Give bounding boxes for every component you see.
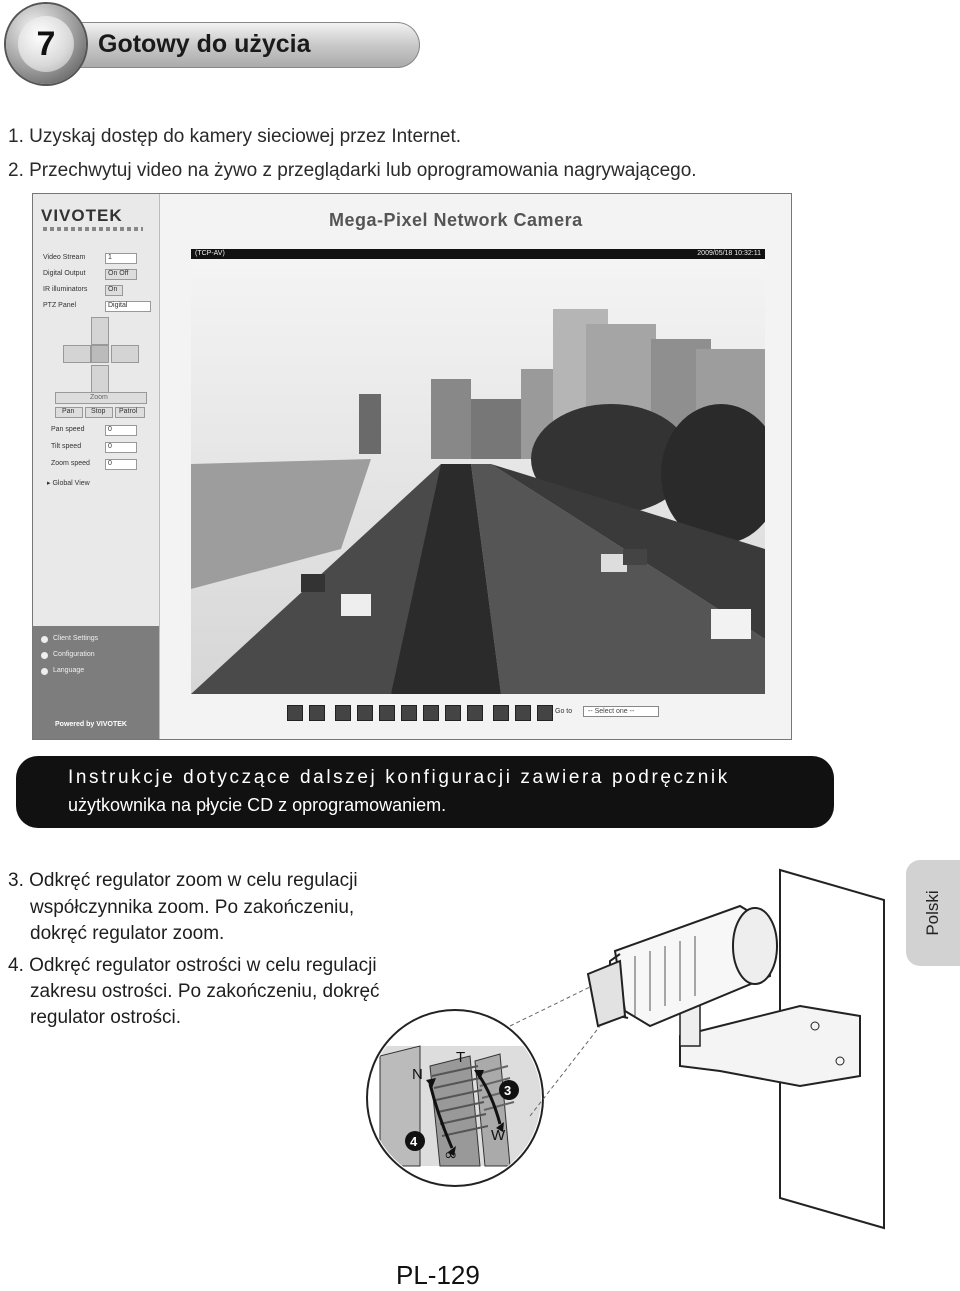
ptz-direction-pad: [63, 317, 137, 391]
language-icon: [41, 668, 48, 675]
pause-button[interactable]: [335, 705, 351, 721]
note-line-2: użytkownika na płycie CD z oprogramowaniem.: [68, 795, 447, 815]
zoom-speed-label: Zoom speed: [51, 460, 90, 467]
configuration-link[interactable]: Configuration: [53, 651, 95, 658]
goto-select[interactable]: -- Select one --: [583, 706, 659, 717]
mic-button[interactable]: [467, 705, 483, 721]
snapshot-button[interactable]: [287, 705, 303, 721]
mute-button[interactable]: [423, 705, 439, 721]
label-infinity: ∞: [444, 1145, 458, 1164]
step-4-line-3: regulator ostrości.: [30, 1007, 182, 1028]
digital-zoom-button[interactable]: [309, 705, 325, 721]
pan-speed-select[interactable]: 0: [105, 425, 137, 436]
step-4-line-1: 4. Odkręć regulator ostrości w celu regulacji: [8, 955, 377, 976]
video-overlay-bar: [191, 249, 765, 259]
ptz-home-button[interactable]: [91, 345, 109, 363]
step-number-badge: [6, 4, 86, 84]
stop-button[interactable]: Stop: [85, 407, 113, 418]
client-settings-icon: [41, 636, 48, 643]
label-tele: T: [456, 1049, 466, 1066]
live-video-view: [191, 249, 765, 694]
download-button[interactable]: [493, 705, 509, 721]
ctrl-ir-label: IR illuminators: [43, 286, 88, 293]
city-highway-scene: [191, 249, 765, 694]
video-toolbar: [287, 705, 727, 721]
tilt-speed-select[interactable]: 0: [105, 442, 137, 453]
instruction-2: 2. Przechwytuj video na żywo z przeglądarki lub oprogramowania nagrywającego.: [8, 160, 697, 181]
ir-toggle[interactable]: On: [105, 285, 123, 296]
stream-protocol-label: (TCP-AV): [195, 250, 225, 257]
step-title: Gotowy do użycia: [98, 30, 311, 58]
ctrl-video-stream-label: Video Stream: [43, 254, 86, 261]
language-tab: [906, 860, 960, 966]
global-view-link[interactable]: ▸ Global View: [47, 480, 90, 487]
talk-button[interactable]: [445, 705, 461, 721]
eptz-button[interactable]: [515, 705, 531, 721]
step-3-line-2: współczynnika zoom. Po zakończeniu,: [30, 897, 355, 918]
zoom-control[interactable]: Zoom: [55, 392, 147, 404]
sidebar-settings-panel: [33, 626, 159, 739]
step-3-line-1: 3. Odkręć regulator zoom w celu regulacji: [8, 870, 358, 891]
label-step-3: 3: [504, 1083, 512, 1098]
label-step-4: 4: [410, 1134, 418, 1149]
note-line-1: Instrukcje dotyczące dalszej konfiguracji zawiera podręcznik: [68, 767, 730, 788]
video-stream-select[interactable]: 1: [105, 253, 137, 264]
step-4-line-2: zakresu ostrości. Po zakończeniu, dokręć: [30, 981, 380, 1002]
digital-output-toggle[interactable]: On Off: [105, 269, 137, 280]
fullscreen-button[interactable]: [537, 705, 553, 721]
video-timestamp: 2009/05/18 10:32:11: [697, 250, 761, 257]
ptz-panel-select[interactable]: Digital: [105, 301, 151, 312]
configuration-icon: [41, 652, 48, 659]
ctrl-ptz-panel-label: PTZ Panel: [43, 302, 77, 309]
language-link[interactable]: Language: [53, 667, 85, 674]
ptz-up-button[interactable]: [91, 317, 109, 345]
pan-speed-label: Pan speed: [51, 426, 85, 433]
zoom-speed-select[interactable]: 0: [105, 459, 137, 470]
vivotek-logo: VIVOTEK: [41, 206, 123, 225]
page-number: PL-129: [396, 1260, 480, 1290]
ptz-down-button[interactable]: [91, 365, 109, 393]
patrol-button[interactable]: Patrol: [115, 407, 145, 418]
step-number: 7: [18, 16, 74, 72]
volume-button[interactable]: [401, 705, 417, 721]
step-3-line-3: dokręć regulator zoom.: [30, 923, 225, 944]
stop-button[interactable]: [357, 705, 373, 721]
webui-title: Mega-Pixel Network Camera: [329, 210, 583, 230]
pan-button[interactable]: Pan: [55, 407, 83, 418]
camera-lens-adjustment-diagram: [360, 866, 890, 1231]
camera-webui-screenshot: [32, 193, 792, 740]
powered-by-label: Powered by VIVOTEK: [55, 721, 127, 728]
note-box: [16, 756, 834, 828]
goto-label: Go to: [555, 708, 573, 715]
label-near: N: [412, 1066, 423, 1083]
ptz-left-button[interactable]: [63, 345, 91, 363]
instruction-1: 1. Uzyskaj dostęp do kamery sieciowej przez Internet.: [8, 126, 462, 147]
webui-sidebar: [33, 194, 160, 739]
tilt-speed-label: Tilt speed: [51, 443, 82, 450]
language-tab-label: Polski: [923, 890, 942, 936]
ctrl-digital-output-label: Digital Output: [43, 270, 86, 277]
ptz-right-button[interactable]: [111, 345, 139, 363]
logo-tagline: [43, 227, 143, 231]
client-settings-link[interactable]: Client Settings: [53, 635, 99, 642]
label-wide: W: [491, 1127, 506, 1144]
record-button[interactable]: [379, 705, 395, 721]
